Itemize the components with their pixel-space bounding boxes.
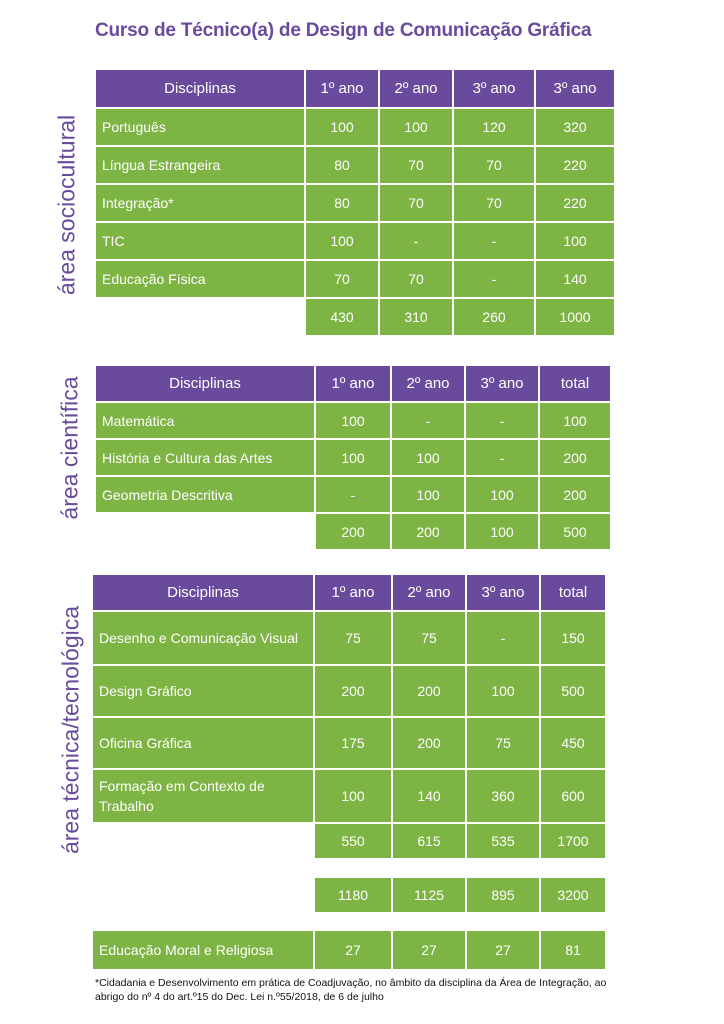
table-row (96, 185, 614, 221)
grand-total-table (313, 876, 607, 914)
subject-cell: Integração* (96, 185, 304, 221)
header-cell: total (541, 575, 605, 610)
subject-cell: Design Gráfico (93, 666, 313, 716)
header-cell: 2º ano (380, 70, 452, 107)
value-cell: 100 (315, 770, 391, 822)
value-cell: 450 (541, 718, 605, 768)
value-cell: 220 (536, 147, 614, 183)
total-cell: 615 (393, 824, 465, 858)
value-cell: 70 (306, 261, 378, 297)
value-cell: 70 (454, 147, 534, 183)
grand-total-cell: 3200 (541, 878, 605, 912)
total-cell: 260 (454, 299, 534, 335)
emr-row (93, 931, 605, 969)
subject-cell: Português (96, 109, 304, 145)
value-cell: 100 (466, 477, 538, 512)
value-cell: 70 (380, 147, 452, 183)
value-cell: - (466, 440, 538, 475)
subject-cell: TIC (96, 223, 304, 259)
header-cell: 3º ano (466, 366, 538, 401)
subject-cell: Matemática (96, 403, 314, 438)
value-cell: 100 (316, 440, 390, 475)
value-cell: 220 (536, 185, 614, 221)
value-cell: 100 (536, 223, 614, 259)
table-row (93, 612, 605, 664)
value-cell: 75 (467, 718, 539, 768)
table-header-row (93, 575, 605, 610)
subject-cell: Educação Física (96, 261, 304, 297)
table-row (96, 109, 614, 145)
section-label-cientifica: área científica (56, 376, 83, 520)
header-cell: Disciplinas (96, 366, 314, 401)
totals-row (96, 514, 610, 549)
value-cell: 75 (315, 612, 391, 664)
empty-cell (93, 824, 313, 858)
value-cell: 100 (380, 109, 452, 145)
value-cell: 200 (540, 477, 610, 512)
grand-total-cell: 1125 (393, 878, 465, 912)
header-cell: 3º ano (536, 70, 614, 107)
value-cell: - (466, 403, 538, 438)
value-cell: 70 (380, 185, 452, 221)
cientifica-table (94, 364, 612, 551)
value-cell: - (316, 477, 390, 512)
header-cell: 2º ano (392, 366, 464, 401)
section-label-sociocultural: área sociocultural (53, 114, 80, 296)
subject-cell: História e Cultura das Artes (96, 440, 314, 475)
value-cell: 140 (536, 261, 614, 297)
table-row (93, 666, 605, 716)
value-cell: 200 (540, 440, 610, 475)
total-cell: 430 (306, 299, 378, 335)
table-row (96, 223, 614, 259)
footnote: *Cidadania e Desenvolvimento em prática de Coadjuvação, no âmbito da disciplina da Área de Integração, ao abrigo do nº 4 do art.º15 do Dec. Lei n.º55/2018, de 6 de julho (95, 977, 607, 1003)
value-cell: 80 (306, 147, 378, 183)
value-cell: 500 (541, 666, 605, 716)
value-cell: 140 (393, 770, 465, 822)
tecnica-table (91, 573, 607, 860)
value-cell: 100 (392, 477, 464, 512)
total-cell: 310 (380, 299, 452, 335)
table-row (93, 770, 605, 822)
value-cell: 200 (315, 666, 391, 716)
subject-cell: Desenho e Comunicação Visual (93, 612, 313, 664)
header-cell: Disciplinas (96, 70, 304, 107)
value-cell: - (392, 403, 464, 438)
total-cell: 550 (315, 824, 391, 858)
value-cell: 27 (467, 931, 539, 969)
total-cell: 535 (467, 824, 539, 858)
grand-total-row (315, 878, 605, 912)
value-cell: 27 (393, 931, 465, 969)
value-cell: 150 (541, 612, 605, 664)
table-row (96, 147, 614, 183)
subject-cell: Educação Moral e Religiosa (93, 931, 313, 969)
subject-cell: Língua Estrangeira (96, 147, 304, 183)
value-cell: 100 (306, 223, 378, 259)
value-cell: 27 (315, 931, 391, 969)
value-cell: 100 (306, 109, 378, 145)
value-cell: 70 (454, 185, 534, 221)
value-cell: 80 (306, 185, 378, 221)
value-cell: 360 (467, 770, 539, 822)
value-cell: 175 (315, 718, 391, 768)
total-cell: 500 (540, 514, 610, 549)
total-cell: 200 (316, 514, 390, 549)
header-cell: 1º ano (316, 366, 390, 401)
value-cell: 320 (536, 109, 614, 145)
table-row (96, 261, 614, 297)
table-row (93, 718, 605, 768)
value-cell: 81 (541, 931, 605, 969)
header-cell: 3º ano (467, 575, 539, 610)
value-cell: - (380, 223, 452, 259)
value-cell: 100 (392, 440, 464, 475)
total-cell: 200 (392, 514, 464, 549)
header-cell: 2º ano (393, 575, 465, 610)
header-cell: 3º ano (454, 70, 534, 107)
value-cell: - (454, 223, 534, 259)
value-cell: - (454, 261, 534, 297)
emr-table (91, 929, 607, 971)
value-cell: 100 (540, 403, 610, 438)
page-title: Curso de Técnico(a) de Design de Comunicação Gráfica (95, 20, 592, 41)
value-cell: 100 (467, 666, 539, 716)
table-header-row (96, 366, 610, 401)
grand-total-cell: 895 (467, 878, 539, 912)
header-cell: Disciplinas (93, 575, 313, 610)
subject-cell: Geometria Descritiva (96, 477, 314, 512)
value-cell: 200 (393, 718, 465, 768)
empty-cell (96, 514, 314, 549)
table-row (96, 477, 610, 512)
header-cell: 1º ano (306, 70, 378, 107)
table-header-row (96, 70, 614, 107)
subject-cell: Formação em Contexto de Trabalho (93, 770, 313, 822)
value-cell: - (467, 612, 539, 664)
header-cell: total (540, 366, 610, 401)
totals-row (96, 299, 614, 335)
grand-total-cell: 1180 (315, 878, 391, 912)
header-cell: 1º ano (315, 575, 391, 610)
value-cell: 70 (380, 261, 452, 297)
section-label-tecnica: área técnica/tecnológica (57, 605, 84, 855)
total-cell: 1000 (536, 299, 614, 335)
value-cell: 75 (393, 612, 465, 664)
table-row (96, 403, 610, 438)
subject-cell: Oficina Gráfica (93, 718, 313, 768)
table-row (96, 440, 610, 475)
empty-cell (96, 299, 304, 335)
value-cell: 200 (393, 666, 465, 716)
totals-row (93, 824, 605, 858)
value-cell: 120 (454, 109, 534, 145)
value-cell: 100 (316, 403, 390, 438)
value-cell: 600 (541, 770, 605, 822)
sociocultural-table (94, 68, 616, 337)
total-cell: 100 (466, 514, 538, 549)
total-cell: 1700 (541, 824, 605, 858)
